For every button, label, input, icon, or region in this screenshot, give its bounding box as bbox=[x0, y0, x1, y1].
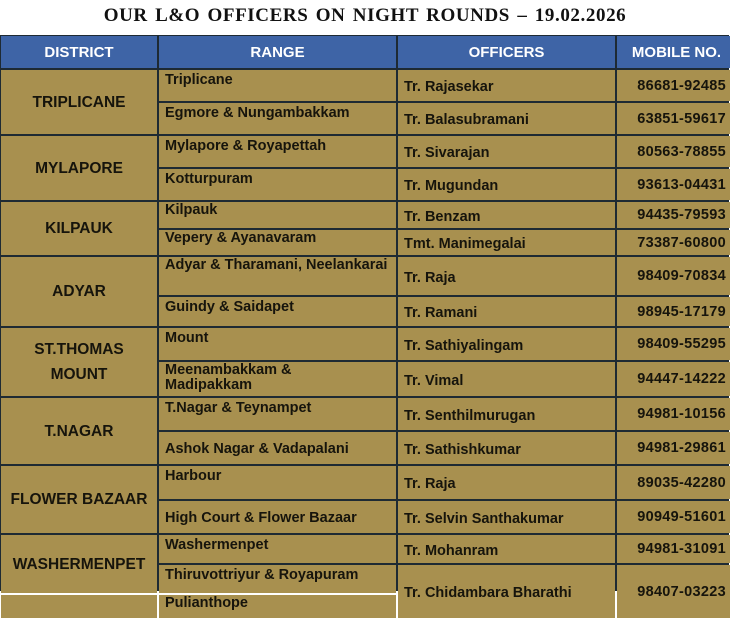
mobile-cell: 93613-04431 bbox=[617, 169, 730, 200]
officer-cell: Tr. Rajasekar bbox=[398, 70, 615, 101]
officer-cell: Tr. Chidambara Bharathi bbox=[398, 565, 615, 618]
range-cell: Kilpauk bbox=[159, 202, 396, 228]
officer-cell: Tr. Benzam bbox=[398, 202, 615, 228]
district-cell: MYLAPORE bbox=[1, 136, 157, 200]
mobile-cell: 94447-14222 bbox=[617, 362, 730, 396]
officer-cell: Tr. Sathishkumar bbox=[398, 432, 615, 464]
officer-cell: Tr. Sivarajan bbox=[398, 136, 615, 167]
district-cell: KILPAUK bbox=[1, 202, 157, 255]
range-cell: Thiruvottriyur & Royapuram bbox=[159, 565, 396, 593]
district-cell: T.NAGAR bbox=[1, 398, 157, 464]
range-cell: Ashok Nagar & Vadapalani bbox=[159, 432, 396, 464]
district-cell-empty bbox=[1, 595, 157, 618]
officer-cell: Tr. Balasubramani bbox=[398, 103, 615, 134]
range-cell: Adyar & Tharamani, Neelankarai bbox=[159, 257, 396, 295]
range-cell: Egmore & Nungambakkam bbox=[159, 103, 396, 134]
officer-cell: Tmt. Manimegalai bbox=[398, 230, 615, 255]
range-cell: Harbour bbox=[159, 466, 396, 499]
mobile-cell: 98945-17179 bbox=[617, 297, 730, 326]
header-officers: OFFICERS bbox=[398, 36, 615, 68]
district-cell: TRIPLICANE bbox=[1, 70, 157, 134]
mobile-cell: 86681-92485 bbox=[617, 70, 730, 101]
officer-cell: Tr. Vimal bbox=[398, 362, 615, 396]
range-cell: Pulianthope bbox=[159, 595, 396, 618]
header-range: RANGE bbox=[159, 36, 396, 68]
range-cell: Kotturpuram bbox=[159, 169, 396, 200]
range-cell: Triplicane bbox=[159, 70, 396, 101]
page-title: OUR L&O OFFICERS ON NIGHT ROUNDS – 19.02.2026 bbox=[103, 5, 627, 26]
mobile-cell: 73387-60800 bbox=[617, 230, 730, 255]
mobile-cell: 98407-03223 bbox=[617, 565, 730, 618]
range-cell: Meenambakkam & Madipakkam bbox=[159, 362, 396, 396]
officer-cell: Tr. Ramani bbox=[398, 297, 615, 326]
officer-cell: Tr. Mohanram bbox=[398, 535, 615, 563]
mobile-cell: 94981-31091 bbox=[617, 535, 730, 563]
range-cell: High Court & Flower Bazaar bbox=[159, 501, 396, 533]
mobile-cell: 98409-70834 bbox=[617, 257, 730, 295]
range-cell: Mount bbox=[159, 328, 396, 360]
header-mobile: MOBILE NO. bbox=[617, 36, 730, 68]
officer-cell: Tr. Raja bbox=[398, 257, 615, 295]
header-district: DISTRICT bbox=[1, 36, 157, 68]
officer-cell: Tr. Raja bbox=[398, 466, 615, 499]
district-cell: ST.THOMAS MOUNT bbox=[1, 328, 157, 396]
officer-cell: Tr. Selvin Santhakumar bbox=[398, 501, 615, 533]
mobile-cell: 63851-59617 bbox=[617, 103, 730, 134]
range-cell: T.Nagar & Teynampet bbox=[159, 398, 396, 430]
range-cell: Washermenpet bbox=[159, 535, 396, 563]
officer-cell: Tr. Mugundan bbox=[398, 169, 615, 200]
range-cell: Guindy & Saidapet bbox=[159, 297, 396, 326]
range-cell: Vepery & Ayanavaram bbox=[159, 230, 396, 255]
district-cell: FLOWER BAZAAR bbox=[1, 466, 157, 533]
officer-cell: Tr. Senthilmurugan bbox=[398, 398, 615, 430]
range-cell: Mylapore & Royapettah bbox=[159, 136, 396, 167]
mobile-cell: 89035-42280 bbox=[617, 466, 730, 499]
mobile-cell: 94981-29861 bbox=[617, 432, 730, 464]
officers-table bbox=[0, 35, 729, 611]
mobile-cell: 80563-78855 bbox=[617, 136, 730, 167]
mobile-cell: 90949-51601 bbox=[617, 501, 730, 533]
mobile-cell: 98409-55295 bbox=[617, 328, 730, 360]
mobile-cell: 94981-10156 bbox=[617, 398, 730, 430]
mobile-cell: 94435-79593 bbox=[617, 202, 730, 228]
district-cell: WASHERMENPET bbox=[1, 535, 157, 593]
officer-cell: Tr. Sathiyalingam bbox=[398, 328, 615, 360]
district-cell: ADYAR bbox=[1, 257, 157, 326]
